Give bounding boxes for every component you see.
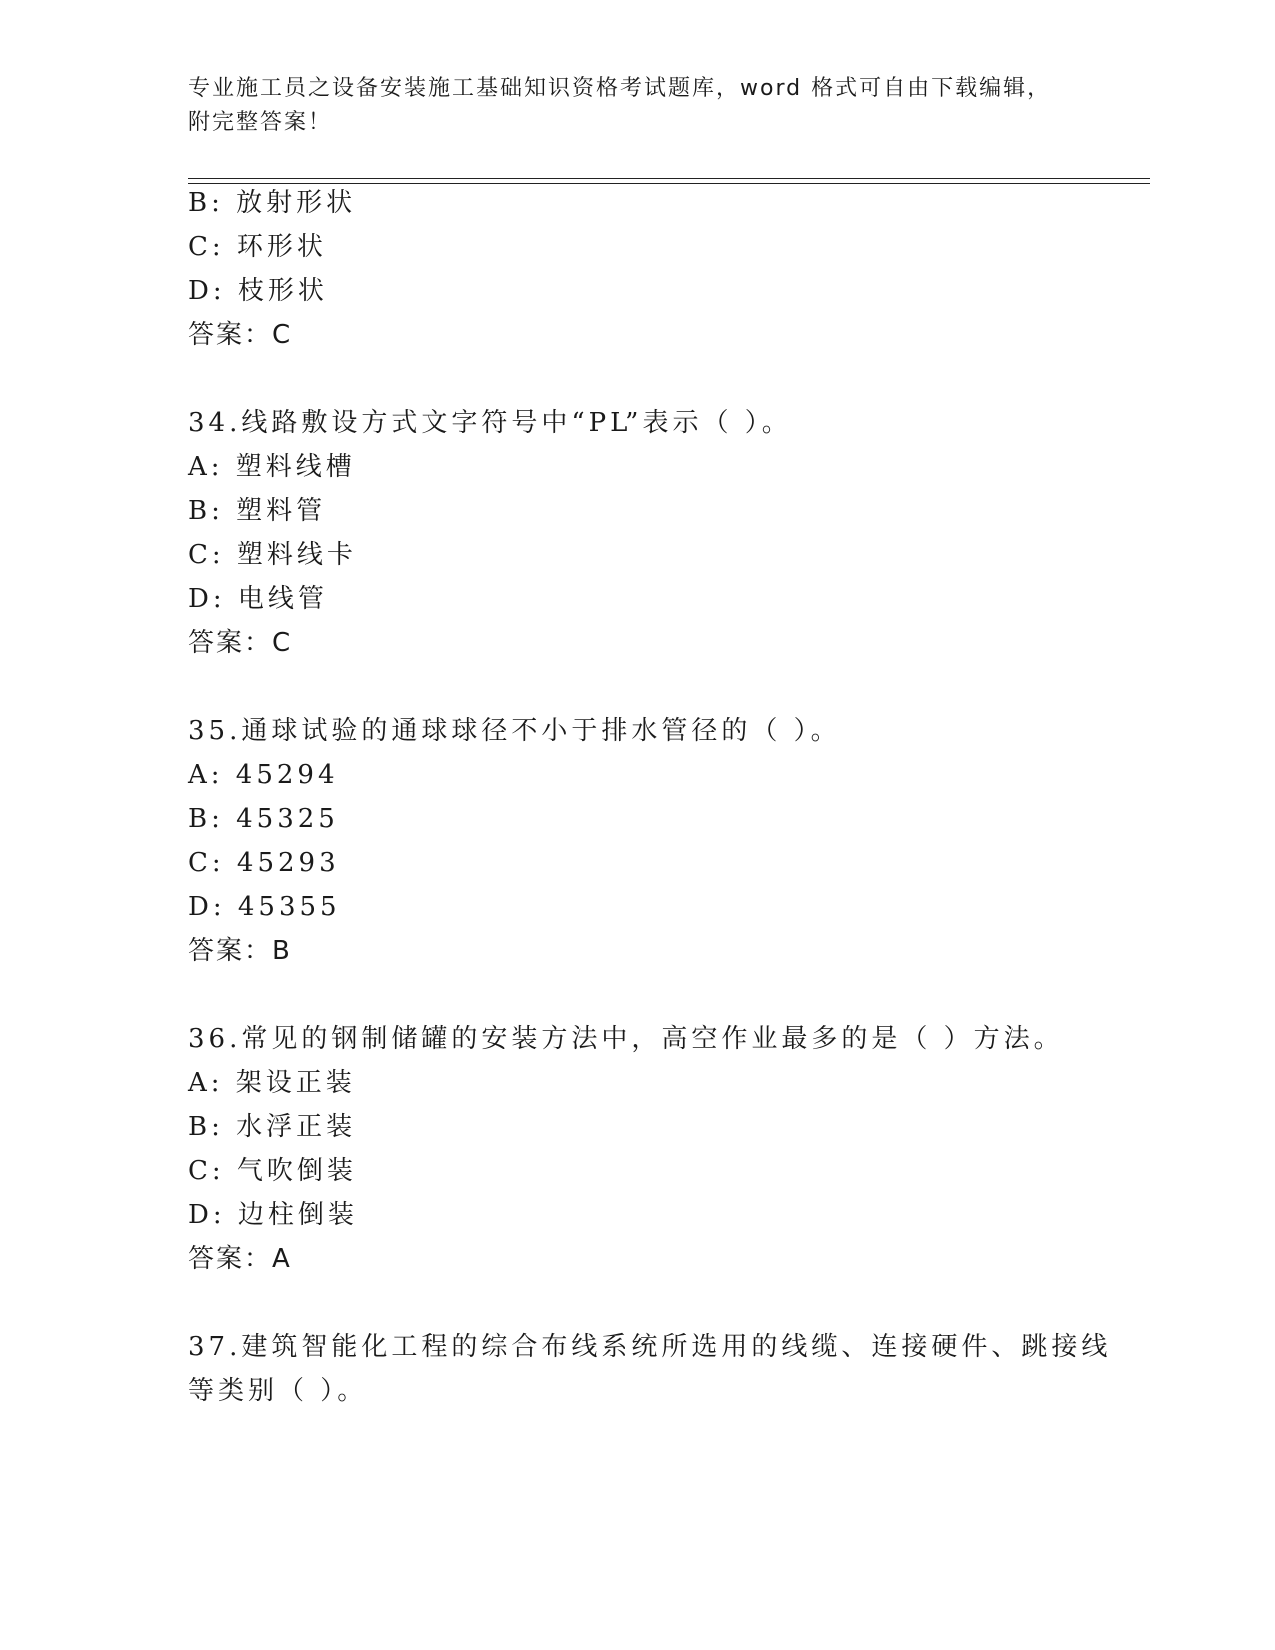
q34-answer: 答案：C [188, 628, 293, 658]
q34-option-b: B: 塑料管 [188, 496, 327, 526]
q35-option-a: A: 45294 [188, 760, 339, 790]
document-header [188, 72, 1088, 140]
q34-option-c: C: 塑料线卡 [188, 540, 357, 570]
q33-option-b: B: 放射形状 [188, 188, 357, 218]
q34-question: 34.线路敷设方式文字符号中“PL”表示（ ）。 [188, 408, 792, 438]
q36-option-a: A: 架设正装 [188, 1068, 356, 1098]
q36-answer: 答案：A [188, 1244, 292, 1274]
q36-option-d: D: 边柱倒装 [188, 1200, 358, 1230]
q36-option-b: B: 水浮正装 [188, 1112, 357, 1142]
q36-option-c: C: 气吹倒装 [188, 1156, 357, 1186]
q33-option-d: D: 枝形状 [188, 276, 328, 306]
q37-question-line-2: 等类别（ ）。 [188, 1376, 368, 1406]
q35-option-c: C: 45293 [188, 848, 340, 878]
q33-option-c: C: 环形状 [188, 232, 327, 262]
q35-option-b: B: 45325 [188, 804, 339, 834]
header-line-2: 附完整答案！ [188, 110, 333, 135]
header-divider [188, 178, 1150, 184]
q33-answer: 答案：C [188, 320, 293, 350]
header-line-1: 专业施工员之设备安装施工基础知识资格考试题库，word 格式可自由下载编辑， [188, 76, 1052, 101]
q35-question: 35.通球试验的通球球径不小于排水管径的（ ）。 [188, 716, 841, 746]
q34-option-d: D: 电线管 [188, 584, 328, 614]
q34-option-a: A: 塑料线槽 [188, 452, 356, 482]
q37-question-line-1: 37.建筑智能化工程的综合布线系统所选用的线缆、连接硬件、跳接线 [188, 1332, 1112, 1362]
q35-answer: 答案：B [188, 936, 292, 966]
q36-question: 36.常见的钢制储罐的安装方法中，高空作业最多的是（ ）方法。 [188, 1024, 1064, 1054]
q35-option-d: D: 45355 [188, 892, 341, 922]
